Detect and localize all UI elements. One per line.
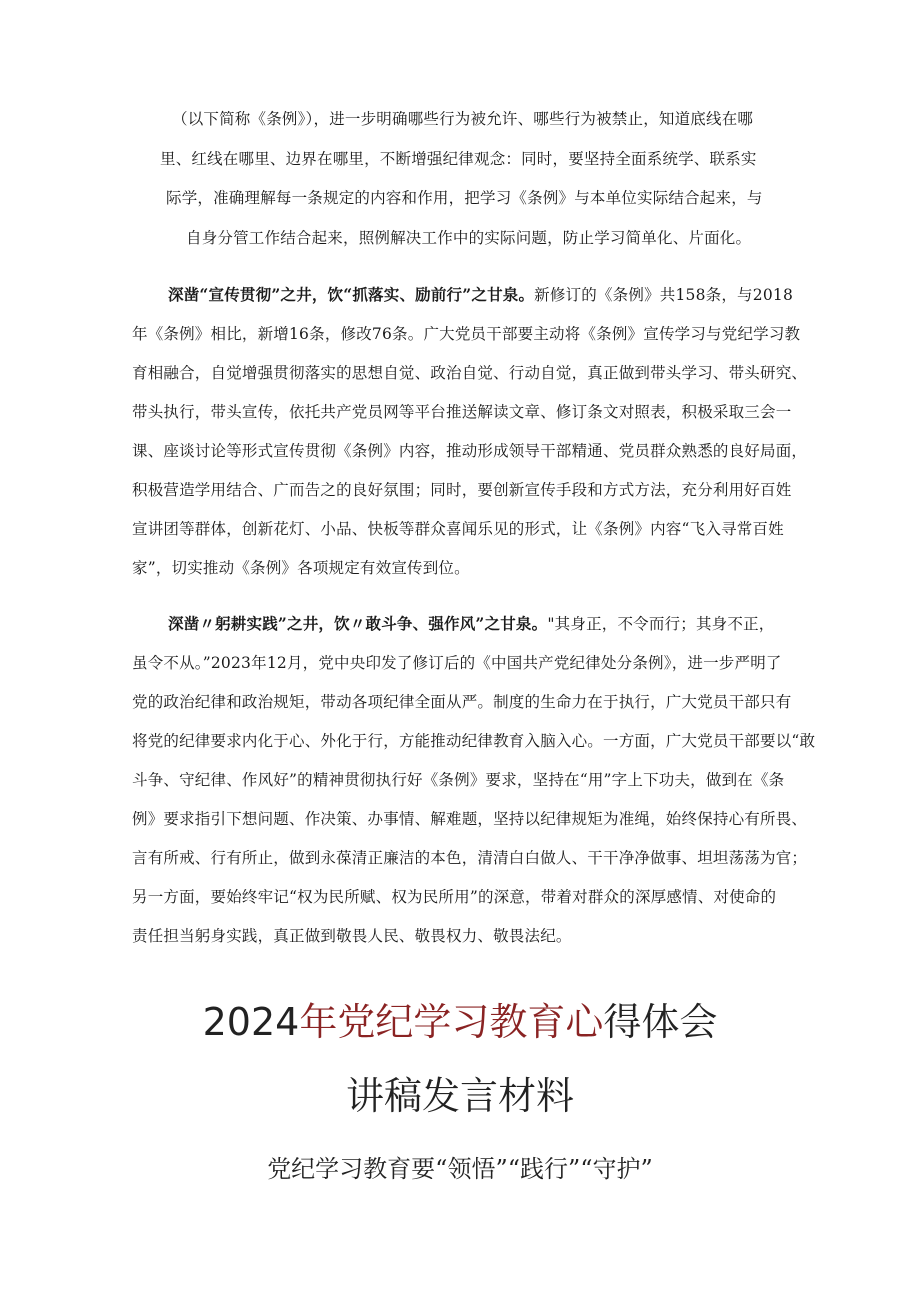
paragraph-3-line-1 [168,614,774,634]
paragraph-3-line-4: 将党的纪律要求内化于心、外化于行，方能推动纪律教育入脑入心。一方面，广大党员干部要以“敢 [132,732,816,750]
paragraph-1-line-4: 自身分管工作结合起来，照例解决工作中的实际问题，防止学习简单化、片面化。 [186,229,752,247]
paragraph-2-line-8: 家”，切实推动《条例》各项规定有效宣传到位。 [132,559,470,577]
paragraph-2-line-7: 宣讲团等群体，创新花灯、小品、快板等群众喜闻乐见的形式，让《条例》内容“飞入寻常百姓 [132,520,784,538]
title-suffix: 得体会 [603,1000,718,1044]
title-year: 2024 [202,1000,300,1044]
document-title [0,998,920,1046]
title-accent-text: 年党纪学习教育心 [299,1000,604,1044]
paragraph-3-line-5: 斗争、守纪律、作风好”的精神贯彻执行好《条例》要求，坚持在“用”字上下功夫，做到在《条 [132,771,785,789]
paragraph-2-line-4: 带头执行，带头宣传，依托共产党员网等平台推送解读文章、修订条文对照表，积极采取三会一 [132,403,792,421]
paragraph-1-line-2: 里、红线在哪里、边界在哪里，不断增强纪律观念：同时，要坚持全面系统学、联系实 [160,150,757,168]
paragraph-3-line-7: 言有所戒、行有所止，做到永葆清正廉洁的本色，清清白白做人、干干净净做事、坦坦荡荡为官； [132,849,808,867]
paragraph-3-line-3: 党的政治纪律和政治规矩，带动各项纪律全面从严。制度的生命力在于执行，广大党员干部只有 [132,693,792,711]
paragraph-1-line-3: 际学，准确理解每一条规定的内容和作用，把学习《条例》与本单位实际结合起来，与 [166,189,763,207]
paragraph-2-line-3: 育相融合，自觉增强贯彻落实的思想自觉、政治自觉、行动自觉，真正做到带头学习、带头研究、 [132,364,808,382]
paragraph-2-line-6: 积极营造学用结合、广而告之的良好氛围；同时，要创新宣传手段和方式方法，充分利用好百姓 [132,481,792,499]
paragraph-3-line-6: 例》要求指引下想问题、作决策、办事情、解难题，坚持以纪律规矩为准绳，始终保持心有所畏、 [132,810,808,828]
paragraph-3-line-2: 虽令不从。”2023年12月，党中央印发了修订后的《中国共产党纪律处分条例》，进一步严明了 [132,654,782,672]
document-subtitle: 党纪学习教育要“领悟”“践行”“守护” [267,1155,653,1183]
document-title-line-2: 讲稿发言材料 [345,1074,574,1118]
paragraph-3-line-9: 责任担当躬身实践，真正做到敬畏人民、敬畏权力、敬畏法纪。 [132,927,572,945]
paragraph-2-line-5: 课、座谈讨论等形式宣传贯彻《条例》内容，推动形成领导干部精通、党员群众熟悉的良好局面， [132,442,808,460]
paragraph-3-line-8: 另一方面，要始终牢记“权为民所赋、权为民所用”的深意，带着对群众的深厚感情、对使命的 [132,888,777,906]
paragraph-2-heading: 深凿“宣传贯彻”之井，饮“抓落实、励前行”之甘泉。 [168,285,535,304]
paragraph-2-line-1-rest: 新修订的《条例》共158条，与2018 [534,286,794,304]
paragraph-2-line-1 [168,285,793,305]
paragraph-3-line-1-rest: "其身正，不令而行；其身不正， [547,615,775,633]
paragraph-1-line-1: （以下简称《条例》），进一步明确哪些行为被允许、哪些行为被禁止，知道底线在哪 [172,110,754,128]
paragraph-3-heading: 深凿〃躬耕实践”之井，饮〃敢斗争、强作风”之甘泉。 [168,614,548,633]
paragraph-2-line-2: 年《条例》相比，新增16条，修改76条。广大党员干部要主动将《条例》宣传学习与党纪学习教 [132,325,801,343]
